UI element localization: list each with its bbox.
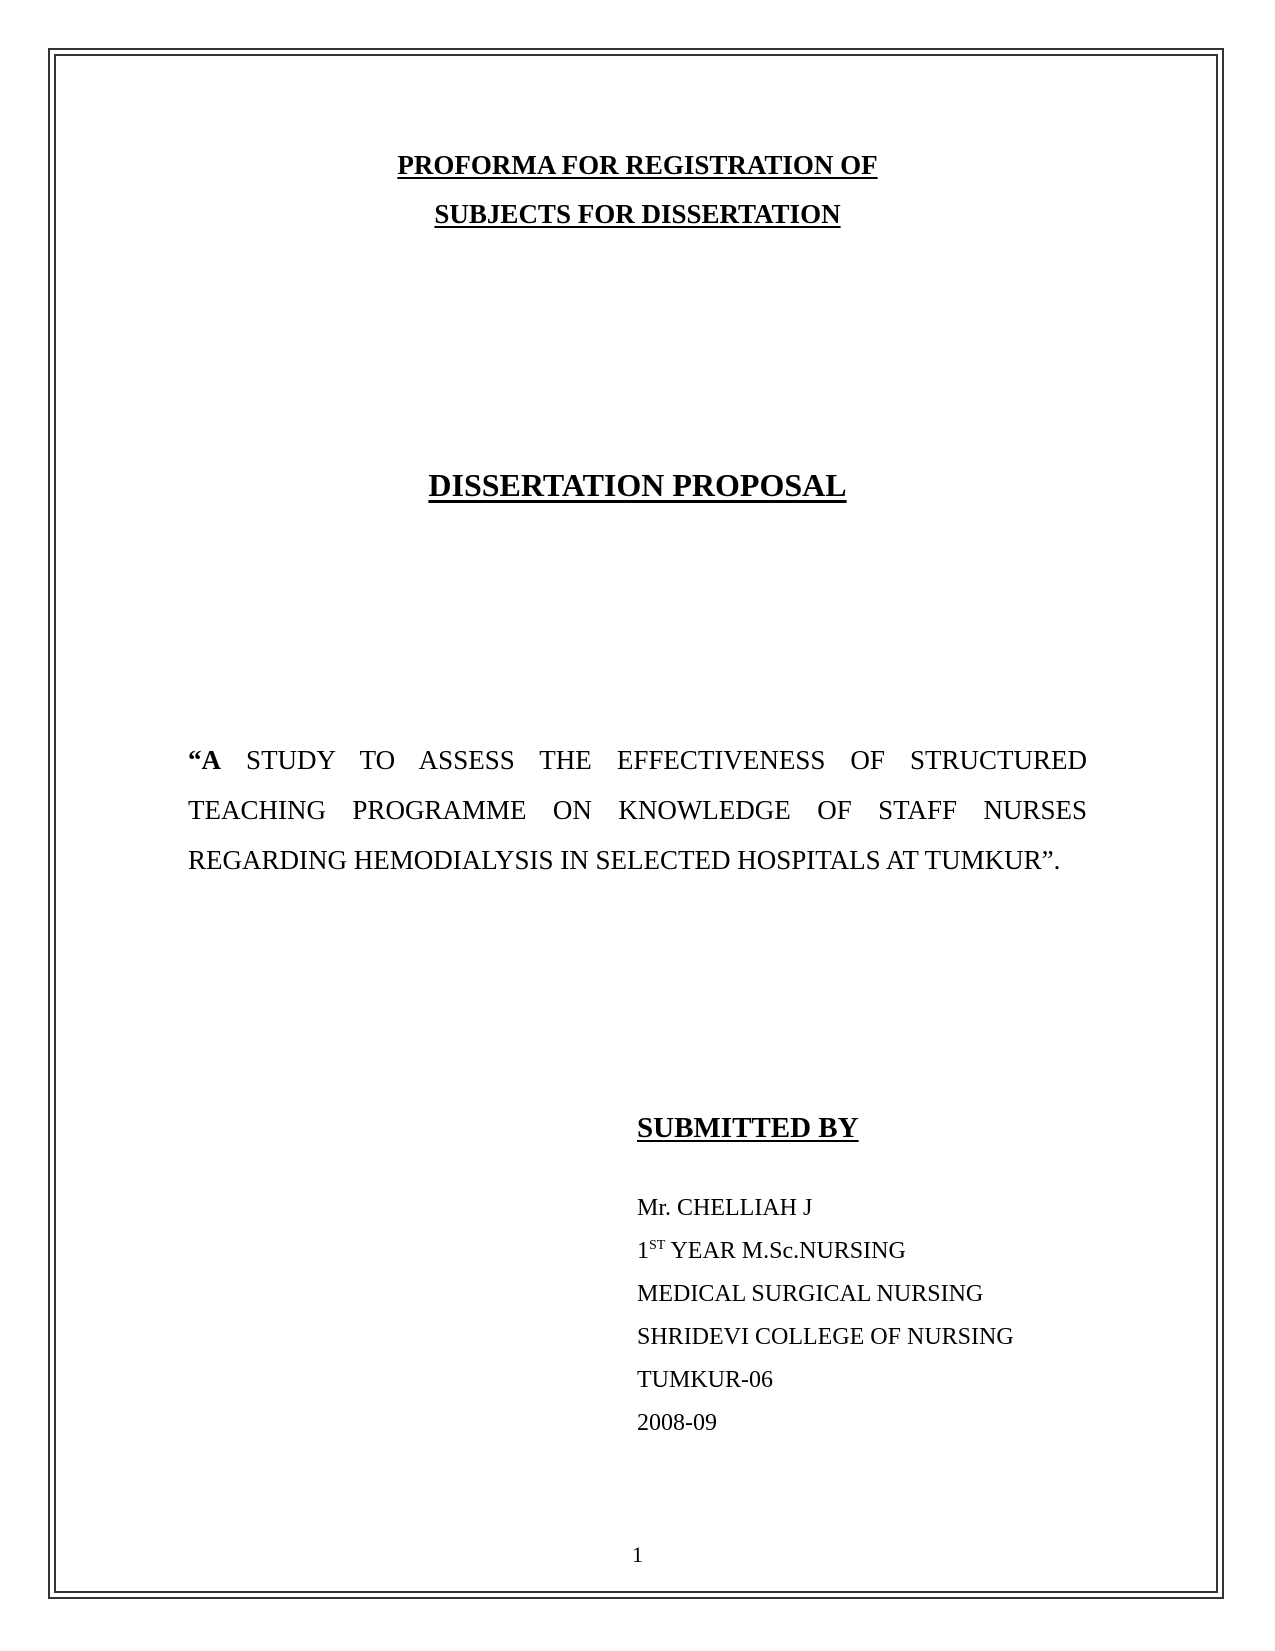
submitter-name: Mr. CHELLIAH J [637,1195,813,1221]
submitter-year [637,1230,1014,1273]
study-title-first-letter: A [201,745,221,775]
proforma-title-line-2: SUBJECTS FOR DISSERTATION [434,199,841,229]
dissertation-proposal-heading: DISSERTATION PROPOSAL [428,467,847,503]
study-title [188,735,1087,885]
submitter-year-course: YEAR M.Sc.NURSING [665,1238,906,1264]
submitter-year-suffix: ST [649,1238,666,1253]
page-number: 1 [632,1542,643,1567]
study-title-open-quote: “ [188,745,202,775]
proforma-title-line-1: PROFORMA FOR REGISTRATION OF [397,150,878,180]
submitter-specialty: MEDICAL SURGICAL NURSING [637,1281,984,1307]
submitted-by-heading: SUBMITTED BY [637,1112,859,1144]
study-title-text: STUDY TO ASSESS THE EFFECTIVENESS OF STRUCTURED TEACHING PROGRAMME ON KNOWLEDGE OF STAFF NURSES REGARDING HEMODIALYSIS IN SELECTED HOSPITALS AT TUMKUR”. [188,745,1087,875]
submitter-details [637,1187,1014,1445]
submitter-city: TUMKUR-06 [637,1367,773,1393]
submitter-college: SHRIDEVI COLLEGE OF NURSING [637,1324,1014,1350]
submitter-year-number: 1 [637,1238,649,1264]
submitter-session: 2008-09 [637,1410,717,1436]
